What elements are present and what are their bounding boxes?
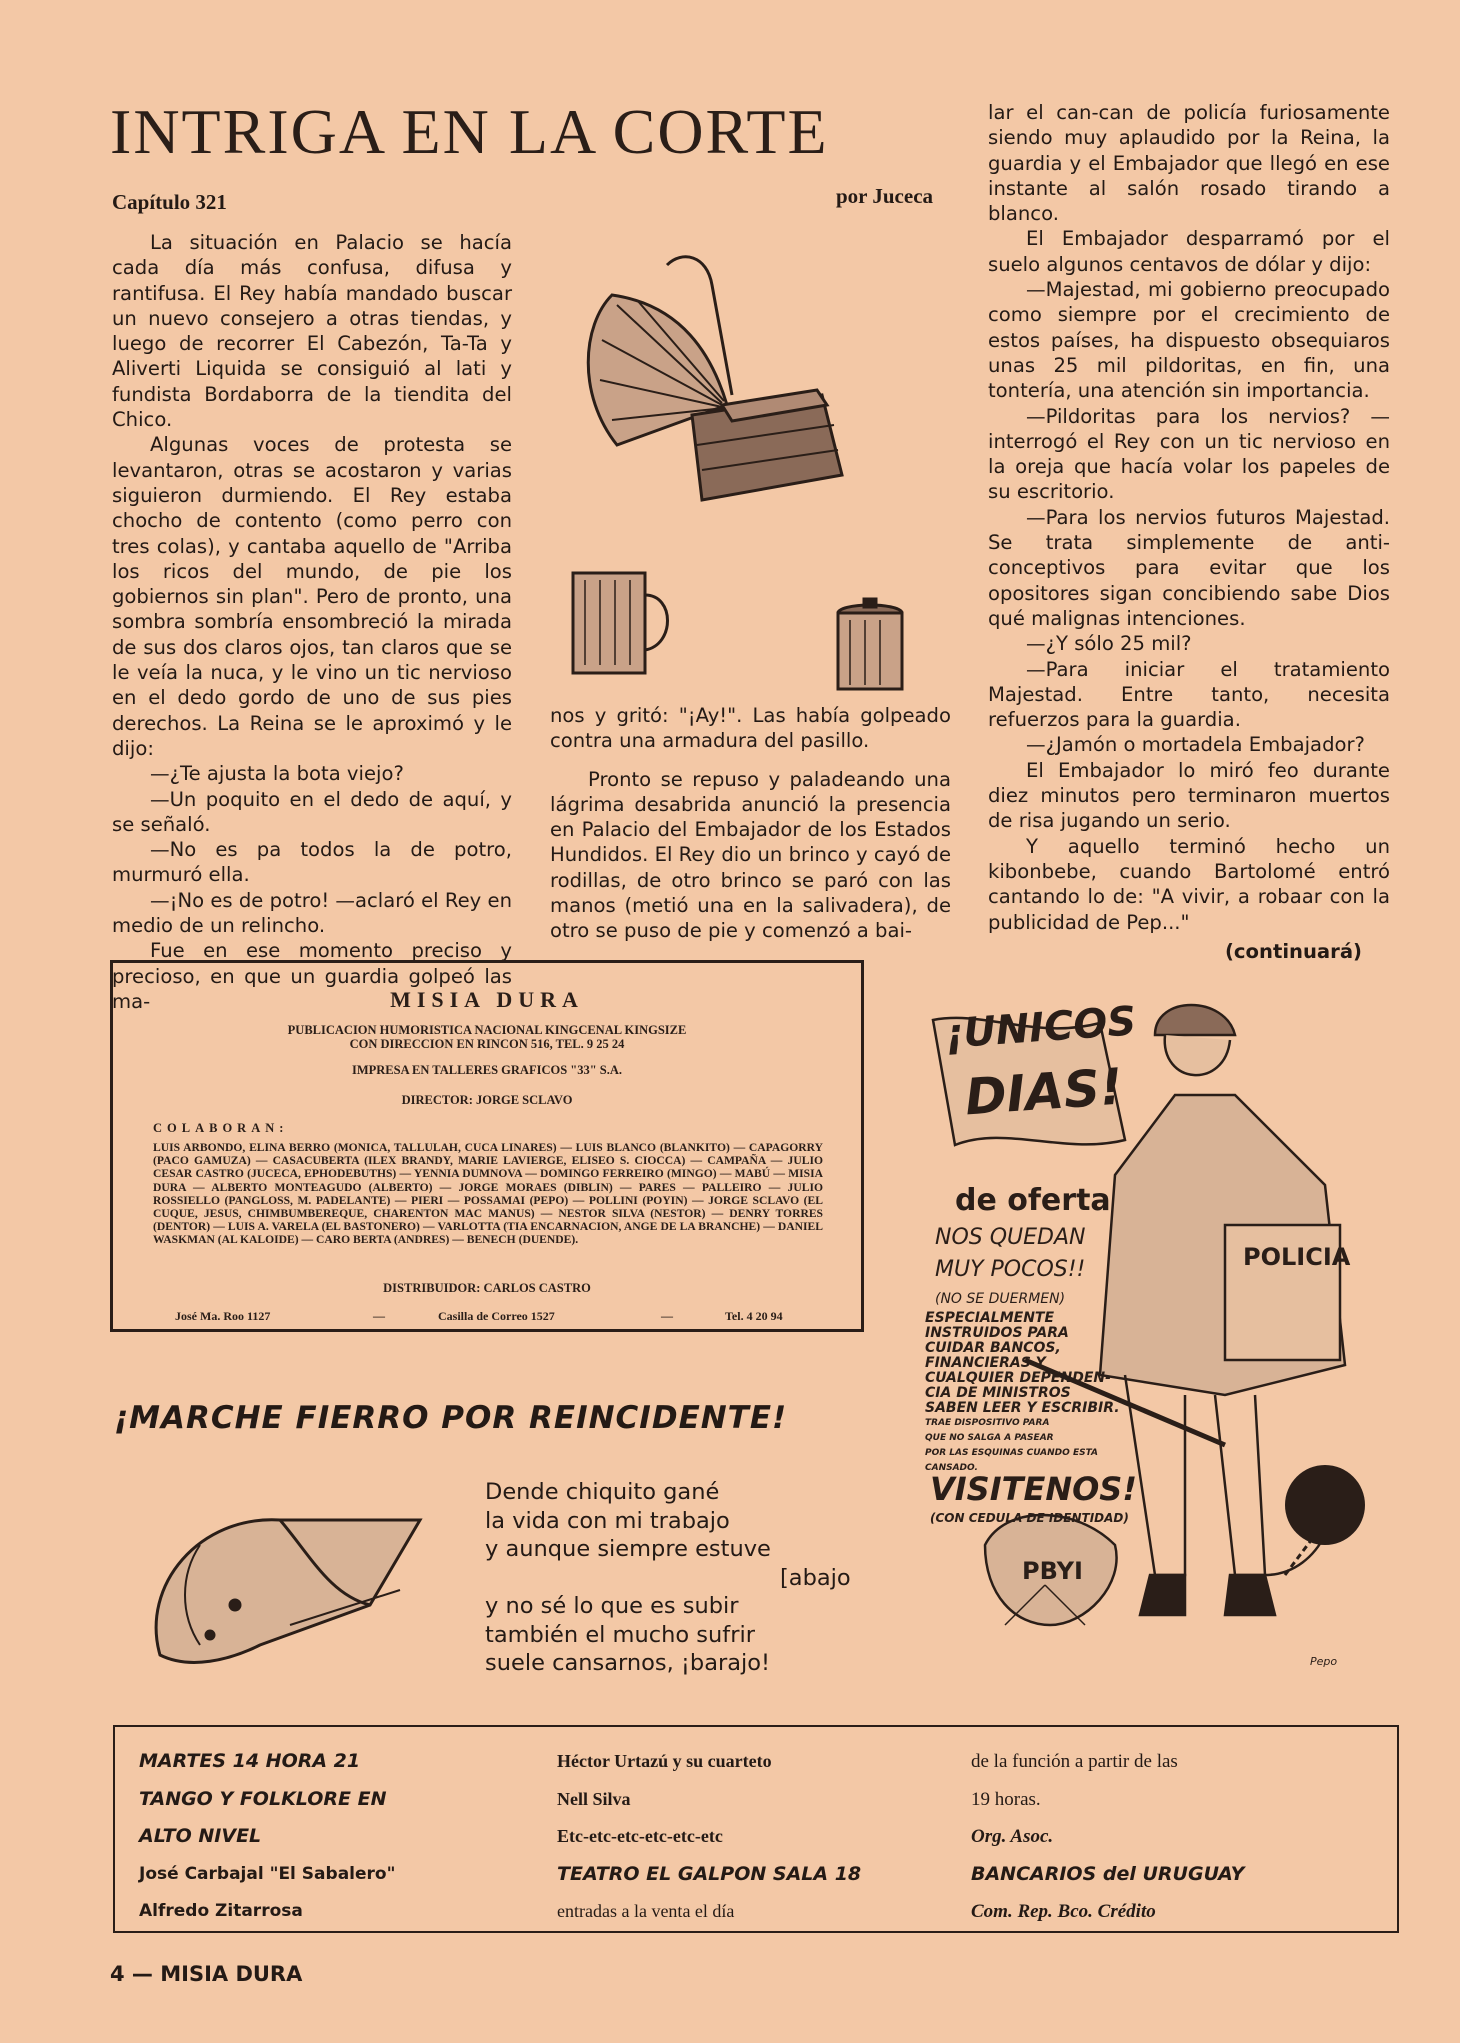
ad-spec-line: CUALQUIER DEPENDEN- <box>925 1370 1111 1386</box>
paragraph: lar el can-can de policía furiosamente siendo muy aplaudido por la Reina, la guardia y el Embajador que llegó en ese instante al salón rosado tirando a blanco. <box>988 101 1390 226</box>
ad-spec-line: ESPECIALMENTE <box>925 1310 1055 1326</box>
masthead-contributors-label: COLABORAN: <box>153 1121 289 1135</box>
masthead-contributors: LUIS ARBONDO, ELINA BERRO (MONICA, TALLULAH, CUCA LINARES) — LUIS BLANCO (BLANKITO) — CAPAGORRY (PACO GAMUZA) — CASACUBERTA (ILEX BRANDY, MARIE LAVIERGE, ELISEO S. CIOCCA) — CAMPAÑA — JULIO CESAR CASTRO (JUCECA, EPHODEBUTHS) — YENNIA DUMNOVA — DOMINGO FERREIRO (MINGO) — MABÚ — MISIA DURA — ALBERTO MONTEAGUDO (ALBERTO) — JORGE MORAES (DIBLIN) — PARES — PALLEIRO — JULIO ROSSIELLO (PANGLOSS, M. PADELANTE) — PIERI — POSSAMAI (PEPO) — POLLINI (POYIN) — JORGE SCLAVO (EL CUQUE, JESUS, CHIMBUMBEREQUE, CHARENTON MAC MANUS) — NESTOR SILVA (NESTOR) — DENRY TORRES (DENTOR) — LUIS A. VARELA (EL BASTONERO) — VARLOTTA (TIA ENCARNACION, ANGE DE LA BRANCHE) — DANIEL WASKMAN (AL KALOIDE) — CARO BERTA (ANDRES) — BENECH (DUENDE). <box>153 1141 823 1247</box>
ad-offer: de oferta <box>955 1183 1111 1218</box>
poem-line: Dende chiquito gané <box>485 1479 720 1505</box>
chapter-number: Capítulo 321 <box>112 190 227 214</box>
event-line: MARTES 14 HORA 21 <box>139 1750 361 1772</box>
masthead-subtitle-line: PUBLICACION HUMORISTICA NACIONAL KINGCENAL KINGSIZE <box>287 1023 687 1037</box>
paragraph: —¿Jamón o mortadela Embajador? <box>1026 733 1365 757</box>
police-ad <box>925 975 1395 1675</box>
ad-line: NOS QUEDAN <box>935 1225 1086 1250</box>
event-column-2 <box>557 1743 861 1931</box>
event-line: Nell Silva <box>557 1788 631 1809</box>
police-sign: POLICIA <box>1243 1243 1351 1271</box>
event-line: TEATRO EL GALPON SALA 18 <box>557 1862 862 1885</box>
shield-emblem: PBYI <box>1022 1557 1083 1585</box>
ad-spec-line: FINANCIERAS Y <box>925 1355 1046 1371</box>
masthead-subtitle-line: CON DIRECCION EN RINCON 516, TEL. 9 25 24 <box>349 1037 625 1051</box>
poem-line: la vida con mi trabajo <box>485 1507 730 1534</box>
masthead-address: José Ma. Roo 1127 <box>175 1309 271 1323</box>
jar-illustration <box>830 595 910 695</box>
masthead-printer: IMPRESA EN TALLERES GRAFICOS "33" S.A. <box>351 1063 623 1077</box>
event-line: TANGO Y FOLKLORE EN <box>139 1787 387 1810</box>
paragraph: Pronto se repuso y paladeando una lágrima desabrida anunció la presencia en Palacio del Embajador de los Estados Hundidos. El Rey dio un brinco y cayó de rodillas, de otro brinco se paró con las manos (metió una en la salivadera), de otro se puso de pie y comenzó a bai- <box>550 767 951 943</box>
event-box <box>113 1725 1399 1933</box>
page-footer: 4 — MISIA DURA <box>110 1962 303 1986</box>
paragraph: Algunas voces de protesta se levantaron, otras se acostaron y varias siguieron durmiendo. El Rey estaba chocho de contento (como perro con tres colas), y cantaba aquello de "Arriba los ricos del mundo, de pie los gobiernos sin plan". Pero de pronto, una sombra sombría ensombreció la mirada de sus dos claros ojos, tan claros que se le veía la nuca, y le vino un tic nervioso en el dedo gordo de uno de sus pies derechos. La Reina se le aproximó y le dijo: <box>112 433 512 760</box>
event-line: BANCARIOS del URUGUAY <box>971 1862 1245 1885</box>
paragraph: Fue en ese momento preciso y precioso, en que un guardia golpeó las ma- <box>112 939 512 1013</box>
event-line: Com. Rep. Bco. Crédito <box>971 1901 1156 1922</box>
event-line: ALTO NIVEL <box>139 1825 262 1847</box>
event-line: Etc-etc-etc-etc-etc-etc <box>557 1826 723 1846</box>
ad-spec-line: INSTRUIDOS PARA <box>925 1325 1069 1341</box>
paragraph: El Embajador desparramó por el suelo algunos centavos de dólar y dijo: <box>988 227 1390 276</box>
paragraph: —Majestad, mi gobierno preocupado como siempre por el crecimiento de estos países, ha dispuesto obsequiaros unas 25 mil pildoritas, en fin, una tontería, una atención sin importancia. <box>988 278 1390 403</box>
poem-line: y no sé lo que es subir <box>485 1593 739 1619</box>
paragraph: —Para los nervios futuros Majestad. Se trata simplemente de anti-conceptivos para evitar que los opositores sigan concibiendo sabe Dios qué malignas intenciones. <box>988 505 1390 630</box>
continued-label: (continuará) <box>1224 939 1362 963</box>
ad-spec-line: SABEN LEER Y ESCRIBIR. <box>925 1400 1120 1416</box>
gramophone-illustration <box>572 245 872 515</box>
masthead-phone: Tel. 4 20 94 <box>725 1309 783 1323</box>
poem-title: ¡MARCHE FIERRO POR REINCIDENTE! <box>114 1400 788 1436</box>
masthead-separator: — <box>373 1309 385 1323</box>
poem-line: también el mucho sufrir <box>485 1621 755 1648</box>
ad-banner-line: ¡UNICOS <box>943 998 1138 1058</box>
masthead-subtitle <box>113 1023 861 1051</box>
poem-line: suele cansarnos, ¡barajo! <box>485 1650 771 1676</box>
masthead-title: MISIA DURA <box>390 987 584 1012</box>
event-line: de la función a partir de las <box>971 1751 1178 1772</box>
masthead-separator: — <box>661 1309 673 1323</box>
ad-banner-line: DIAS! <box>963 1057 1125 1127</box>
artist-signature: Pepo <box>1310 1655 1338 1668</box>
event-line: José Carbajal "El Sabalero" <box>139 1863 396 1884</box>
paragraph: —Pildoritas para los nervios? —interrogó el Rey con un tic nervioso en la oreja que hacía volar los papeles de su escritorio. <box>988 404 1390 504</box>
ad-spec-line: TRAE DISPOSITIVO PARA <box>925 1418 1050 1428</box>
article-title: INTRIGA EN LA CORTE <box>110 96 829 167</box>
paragraph: —No es pa todos la de potro, murmuró ella. <box>112 838 512 887</box>
paragraph: —Un poquito en el dedo de aquí, y se señaló. <box>112 787 512 836</box>
ad-visit: VISITENOS! <box>930 1470 1137 1508</box>
article-author: por Juceca <box>836 184 934 208</box>
event-line: Alfredo Zitarrosa <box>139 1901 303 1921</box>
ad-line: (NO SE DUERMEN) <box>935 1291 1066 1307</box>
paragraph: Y aquello terminó hecho un kibonbebe, cuando Bartolomé entró cantando lo de: "A vivir, a robaar con la publicidad de Pep..." <box>988 834 1390 934</box>
ad-spec-line: CANSADO. <box>925 1463 978 1473</box>
ad-id-note: (CON CEDULA DE IDENTIDAD) <box>930 1511 1129 1525</box>
masthead-director: DIRECTOR: JORGE SCLAVO <box>401 1093 573 1107</box>
article-column-1 <box>112 230 512 1014</box>
masthead-box <box>110 960 864 1332</box>
event-column-3 <box>971 1743 1244 1931</box>
event-line: 19 horas. <box>971 1788 1041 1810</box>
ad-spec-line: POR LAS ESQUINAS CUANDO ESTA <box>925 1448 1098 1458</box>
paragraph: —Para iniciar el tratamiento Majestad. Entre tanto, necesita refuerzos para la guardia. <box>988 657 1390 732</box>
paragraph: —¿Te ajusta la bota viejo? <box>150 762 404 786</box>
event-line: Héctor Urtazú y su cuarteto <box>557 1751 772 1771</box>
poem-line: [abajo <box>780 1564 851 1591</box>
event-line: Org. Asoc. <box>971 1826 1054 1847</box>
ad-spec-line: QUE NO SALGA A PASEAR <box>925 1433 1054 1443</box>
event-column-1 <box>139 1743 395 1931</box>
paragraph: nos y gritó: "¡Ay!". Las había golpeado contra una armadura del pasillo. <box>550 704 951 753</box>
ad-line: MUY POCOS!! <box>935 1257 1086 1282</box>
helmet-illustration <box>140 1495 430 1675</box>
masthead-po-box: Casilla de Correo 1527 <box>438 1309 555 1323</box>
ad-specs <box>925 1311 1120 1476</box>
event-line: entradas a la venta el día <box>557 1901 735 1921</box>
mug-illustration <box>565 565 685 680</box>
paragraph: —¿Y sólo 25 mil? <box>1026 632 1192 656</box>
ad-spec-line: CIA DE MINISTROS <box>925 1385 1071 1401</box>
paragraph: El Embajador lo miró feo durante diez minutos pero terminaron muertos de risa jugando un serio. <box>988 758 1390 833</box>
ad-spec-line: CUIDAR BANCOS, <box>925 1340 1061 1356</box>
article-column-2 <box>550 703 951 944</box>
paragraph: —¡No es de potro! —aclaró el Rey en medio de un relincho. <box>112 888 512 938</box>
paragraph: La situación en Palacio se hacía cada día más confusa, difusa y rantifusa. El Rey había mandado buscar un nuevo consejero a otras tiendas, y luego de recorrer El Cabezón, Ta-Ta y Aliverti Liquida se consiguió al lati y fundista Bordaborra de la tiendita del Chico. <box>112 231 512 432</box>
poem-line: y aunque siempre estuve <box>485 1536 771 1562</box>
masthead-distributor: DISTRIBUIDOR: CARLOS CASTRO <box>383 1281 591 1295</box>
article-column-3 <box>988 100 1390 964</box>
poem-body <box>485 1478 885 1678</box>
